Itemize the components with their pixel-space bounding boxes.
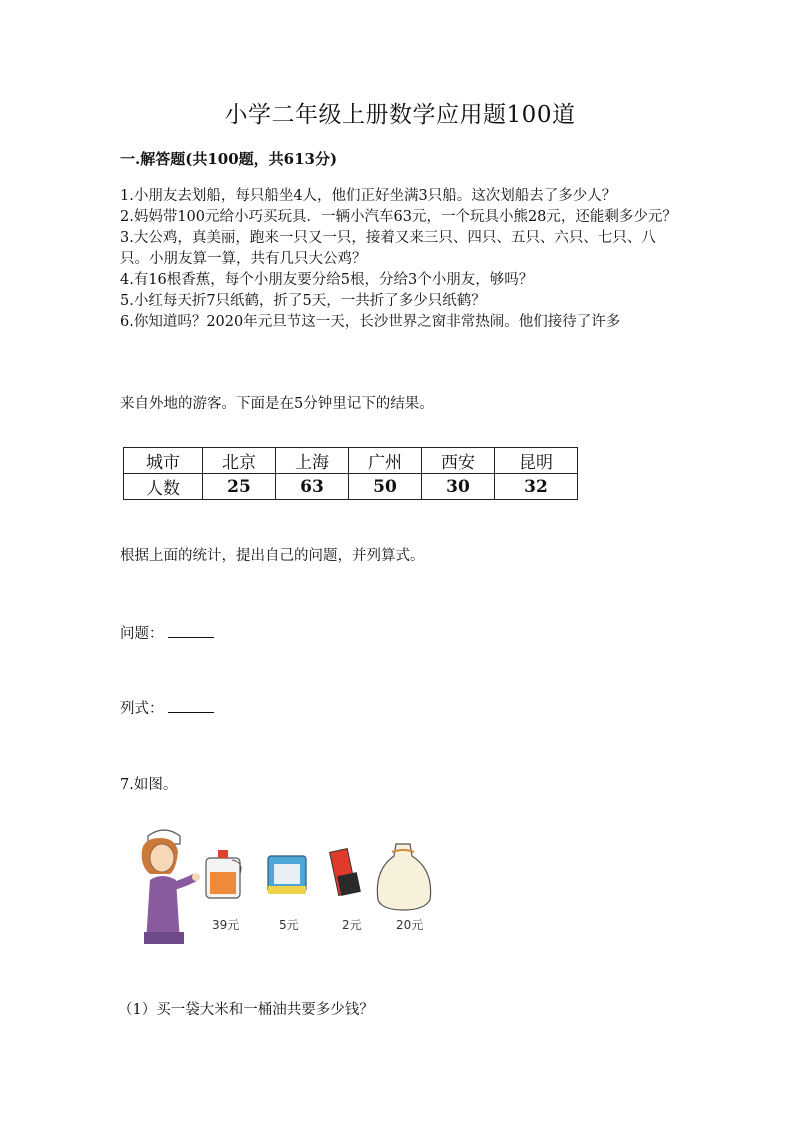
price-label: 5元 (279, 918, 299, 932)
rice-bag-icon (377, 844, 430, 910)
shop-illustration (134, 822, 444, 947)
question-line (120, 622, 214, 643)
table-cell: 广州 (349, 448, 422, 474)
problem-1: 1.小朋友去划船，每只船坐4人，他们正好坐满3只船。这次划船去了多少人？ (120, 188, 617, 204)
table-cell: 北京 (203, 448, 276, 474)
table-cell: 30 (422, 474, 495, 500)
problem-4: 4.有16根香蕉，每个小朋友要分给5根，分给3个小朋友，够吗？ (120, 272, 534, 288)
price-label: 39元 (212, 918, 240, 932)
table-cell: 32 (495, 474, 578, 500)
table-cell: 25 (203, 474, 276, 500)
question-answer-blank[interactable] (168, 623, 214, 638)
table-cell: 63 (276, 474, 349, 500)
price-label: 2元 (342, 918, 362, 932)
problem-6-continued: 来自外地的游客。下面是在5分钟里记下的结果。 (120, 396, 434, 412)
table-cell: 人数 (124, 474, 203, 500)
table-row (124, 474, 578, 500)
problem-6: 6.你知道吗？2020年元旦节这一天，长沙世界之窗非常热闹。他们接待了许多 (120, 314, 621, 330)
packet-icon (330, 849, 361, 896)
oil-jug-icon (206, 850, 241, 898)
problem-list (120, 186, 680, 333)
problem-7: 7.如图。 (120, 777, 178, 793)
stat-prompt: 根据上面的统计，提出自己的问题，并列算式。 (120, 548, 425, 564)
table-cell: 城市 (124, 448, 203, 474)
formula-line (120, 697, 214, 718)
teacher-figure (142, 830, 200, 944)
page-title: 小学二年级上册数学应用题100道 (224, 102, 576, 128)
subquestion-1: （1）买一袋大米和一桶油共要多少钱？ (118, 1002, 374, 1018)
problem-3: 3.大公鸡，真美丽，跑来一只又一只，接着又来三只、四只、五只、六只、七只、八只。小朋友算一算，共有几只大公鸡？ (120, 230, 656, 267)
problem-5: 5.小红每天折7只纸鹤，折了5天，一共折了多少只纸鹤？ (120, 293, 486, 309)
visitor-stats-table (123, 447, 578, 500)
formula-answer-blank[interactable] (168, 698, 214, 713)
formula-label: 列式： (120, 701, 164, 717)
table-header-row (124, 448, 578, 474)
biscuit-box-icon (268, 856, 306, 894)
table-cell: 昆明 (495, 448, 578, 474)
table-cell: 上海 (276, 448, 349, 474)
price-label: 20元 (396, 918, 424, 932)
question-label: 问题： (120, 626, 164, 642)
table-cell: 50 (349, 474, 422, 500)
problem-2: 2.妈妈带100元给小巧买玩具．一辆小汽车63元，一个玩具小熊28元，还能剩多少元？ (120, 209, 677, 225)
section-heading: 一.解答题(共100题，共613分) (120, 150, 338, 168)
table-cell: 西安 (422, 448, 495, 474)
